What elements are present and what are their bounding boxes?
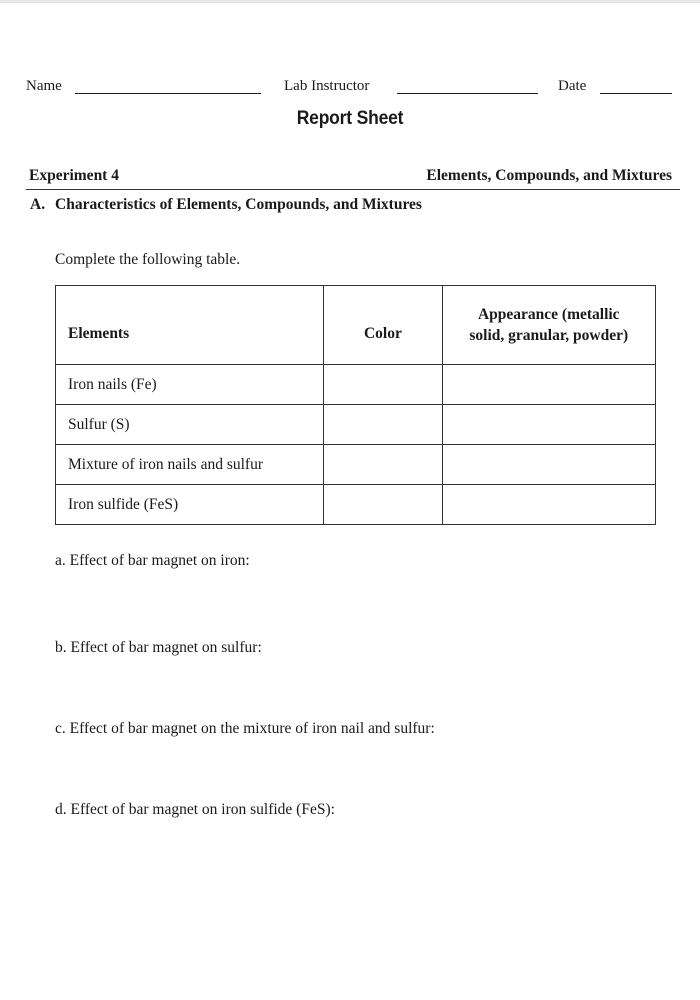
cell-color-iron-sulfide[interactable] [324, 485, 442, 525]
table-row [56, 405, 656, 445]
header-appearance-line1: Appearance (metallic [477, 306, 620, 323]
header-appearance-line2: solid, granular, powder) [469, 327, 629, 344]
row-label-iron-sulfide: Iron sulfide (FeS) [56, 485, 324, 525]
characteristics-table [55, 285, 656, 525]
table-header-row [56, 286, 656, 365]
row-label-mixture: Mixture of iron nails and sulfur [56, 445, 324, 485]
cell-appearance-sulfur[interactable] [442, 405, 655, 445]
experiment-name: Elements, Compounds, and Mixtures [426, 167, 672, 184]
question-b: b. Effect of bar magnet on sulfur: [55, 639, 262, 656]
lab-instructor-field[interactable] [397, 93, 538, 94]
row-label-iron: Iron nails (Fe) [56, 365, 324, 405]
section-a-heading [30, 196, 422, 214]
top-border [0, 0, 700, 3]
name-label: Name [26, 78, 62, 94]
header-elements: Elements [56, 286, 324, 365]
cell-color-sulfur[interactable] [324, 405, 442, 445]
cell-appearance-iron-sulfide[interactable] [442, 485, 655, 525]
lab-instructor-label: Lab Instructor [284, 78, 370, 94]
table-row [56, 485, 656, 525]
row-label-sulfur: Sulfur (S) [56, 405, 324, 445]
cell-appearance-iron[interactable] [442, 365, 655, 405]
header-color: Color [324, 286, 442, 365]
table-row [56, 365, 656, 405]
header-fields [26, 78, 676, 98]
experiment-number: Experiment 4 [29, 167, 119, 184]
report-sheet-title: Report Sheet [296, 108, 404, 129]
cell-color-iron[interactable] [324, 365, 442, 405]
section-letter: A. [30, 196, 46, 213]
date-label: Date [558, 78, 587, 94]
header-appearance [442, 286, 655, 365]
date-field[interactable] [600, 93, 672, 94]
experiment-header [26, 167, 680, 190]
question-a: a. Effect of bar magnet on iron: [55, 552, 250, 569]
instruction-text: Complete the following table. [55, 251, 241, 268]
section-title: Characteristics of Elements, Compounds, and Mixtures [55, 196, 422, 213]
table-row [56, 445, 656, 485]
cell-color-mixture[interactable] [324, 445, 442, 485]
question-d: d. Effect of bar magnet on iron sulfide (FeS): [55, 801, 335, 818]
question-c: c. Effect of bar magnet on the mixture of iron nail and sulfur: [55, 720, 435, 737]
cell-appearance-mixture[interactable] [442, 445, 655, 485]
name-field[interactable] [75, 93, 261, 94]
